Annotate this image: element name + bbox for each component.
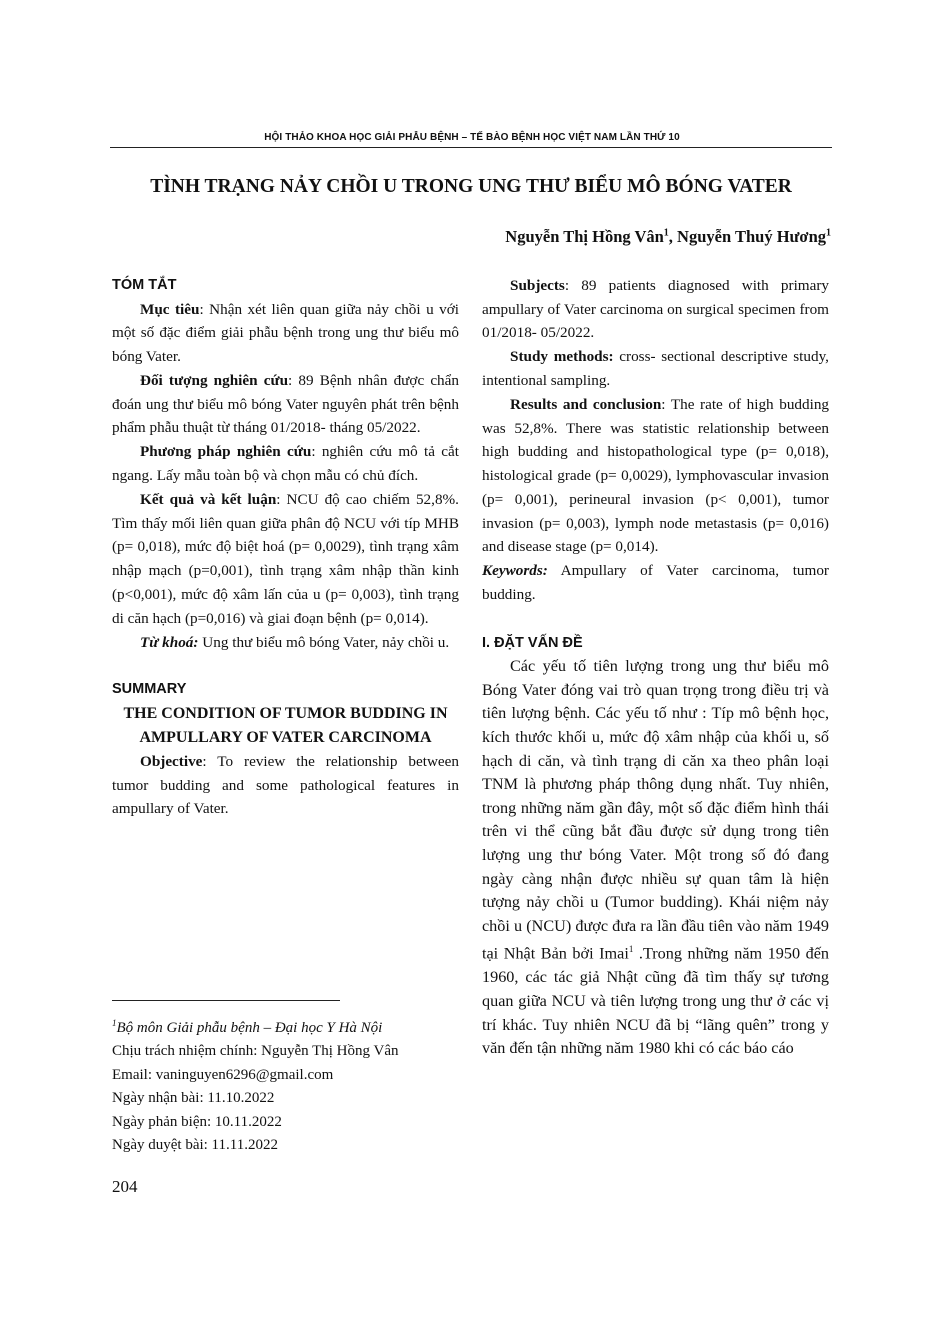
article-title: TÌNH TRẠNG NẢY CHỒI U TRONG UNG THƯ BIỂU MÔ BÓNG VATER (150, 176, 792, 197)
abstract-subjects (112, 369, 459, 440)
footnote-reviewed: Ngày phản biện: 10.11.2022 (112, 1113, 282, 1130)
objective-label: Objective (140, 752, 203, 770)
summary-heading: SUMMARY (112, 681, 187, 698)
author-affiliation-mark: 1 (826, 227, 831, 239)
methods-label: Study methods: (510, 348, 614, 366)
footnote-responsible: Chịu trách nhiệm chính: Nguyễn Thị Hồng Vân (112, 1043, 399, 1060)
footnote-accepted: Ngày duyệt bài: 11.11.2022 (112, 1137, 278, 1154)
left-column (112, 274, 459, 821)
introduction-text: Các yếu tố tiên lượng trong ung thư biểu mô Bóng Vater đóng vai trò quan trọng trong điều trị và tiên lượng bệnh. Các yếu tố như : Típ mô bệnh học, kích thước khối u, mức độ xâm nhập của khối u, số hạch di căn, và tình trạng di căn xa theo phân loại TNM là phương pháp thông dụng nhất. Tuy nhiên, trong những năm gần đây, một số đặc điểm hình thái trên vi thể cũng bắt đầu được sử dụng trong tiên lượng ung thư bóng Vater. Một trong số đó đang ngày càng nhận được nhiều sự quan tâm là hiện tượng nảy chồi u (Tumor budding). Khái niệm nảy chồi u (NCU) được đưa ra lần đầu tiên vào năm 1949 tại Nhật Bản bởi Imai (482, 657, 829, 963)
keywords-label: Từ khoá: (140, 633, 199, 651)
summary-results (482, 393, 829, 559)
author-name: Nguyễn Thị Hồng Vân (505, 227, 664, 246)
header-rule (110, 147, 832, 148)
methods-text: : nghiên cứu mô tả cắt ngang. Lấy mẫu toàn bộ và chọn mẫu có chủ đích. (112, 443, 459, 485)
introduction-heading: I. ĐẶT VẤN ĐỀ (482, 634, 583, 651)
reference-mark: 1 (628, 944, 634, 955)
results-label: Results and conclusion (510, 396, 662, 414)
running-head: HỘI THẢO KHOA HỌC GIẢI PHẪU BỆNH – TẾ BÀO BỆNH HỌC VIỆT NAM LẦN THỨ 10 (264, 132, 680, 143)
introduction-body (482, 655, 829, 1060)
page-number: 204 (112, 1177, 138, 1196)
subjects-text: : 89 Bệnh nhân được chẩn đoán ung thư biểu mô bóng Vater nguyên phát trên bệnh phẩm phẫu thuật từ tháng 01/2018- tháng 05/2022. (112, 372, 459, 437)
english-title: THE CONDITION OF TUMOR BUDDING IN AMPULLARY OF VATER CARCINOMA (123, 704, 448, 746)
footnote-email: Email: vaninguyen6296@gmail.com (112, 1066, 334, 1083)
affiliation-text: Bộ môn Giải phẫu bệnh – Đại học Y Hà Nội (116, 1020, 383, 1036)
keywords-label: Keywords: (482, 562, 548, 580)
methods-label: Phương pháp nghiên cứu (140, 443, 312, 461)
summary-methods (482, 345, 829, 392)
results-label: Kết quả và kết luận (140, 491, 277, 509)
objective-label: Mục tiêu (140, 300, 200, 318)
keywords-text: Ampullary of Vater carcinoma, tumor budding. (482, 562, 829, 603)
footnote-affiliation (112, 1012, 472, 1040)
methods-text: cross- sectional descriptive study, intentional sampling. (482, 348, 829, 390)
subjects-label: Đối tượng nghiên cứu (140, 372, 289, 390)
author-name: Nguyễn Thuý Hương (677, 227, 826, 246)
results-text: : NCU độ cao chiếm 52,8%. Tìm thấy mối liên quan giữa phân độ NCU với típ MHB (p= 0,018), mức độ biệt hoá (p= 0,0029), tình trạng xâm nhập mạch (p=0,001), tình trạng xâm nhập thần kinh (p<0,001), mức độ xâm lấn của u (p= 0,003), tình trạng di căn hạch (p=0,016) và giai đoạn bệnh (p= 0,014). (112, 491, 459, 627)
abstract-objective (112, 298, 459, 369)
author-separator: , (668, 227, 678, 246)
footnote-received: Ngày nhận bài: 11.10.2022 (112, 1090, 275, 1107)
results-text: : The rate of high budding was 52,8%. There was statistic relationship between high budding and histopathological type (p= 0,018), histological grade (p= 0,0029), lymphovascular invasion (p= 0,001), perineural invasion (p< 0,001), tumor invasion (p= 0,003), lymph node metastasis (p= 0,016) and disease stage (p= 0,014). (482, 396, 830, 556)
abstract-results (112, 488, 459, 630)
keywords-text: Ung thư biểu mô bóng Vater, nảy chồi u. (198, 633, 450, 651)
footnotes (112, 1012, 472, 1157)
summary-keywords (482, 559, 829, 606)
abstract-heading: TÓM TẮT (112, 277, 177, 293)
affiliation-mark: 1 (112, 1018, 117, 1028)
abstract-methods (112, 440, 459, 487)
footnote-rule (112, 1000, 340, 1001)
author-affiliation-mark: 1 (663, 227, 669, 239)
objective-text: : Nhận xét liên quan giữa nảy chồi u với một số đặc điểm giải phẫu bệnh trong ung thư biểu mô bóng Vater. (112, 300, 459, 366)
author-line (505, 227, 831, 247)
summary-subjects (482, 274, 829, 345)
summary-objective (112, 750, 459, 821)
subjects-text: : 89 patients diagnosed with primary ampullary of Vater carcinoma on surgical specimen from 01/2018- 05/2022. (482, 277, 829, 342)
objective-text: : To review the relationship between tumor budding and some pathological features in ampullary of Vater. (112, 752, 459, 818)
abstract-keywords (112, 631, 459, 655)
right-column (482, 274, 829, 1061)
subjects-label: Subjects (510, 277, 565, 294)
introduction-text-continued: .Trong những năm 1950 đến 1960, các tác giả Nhật cũng đã tìm thấy sự tương quan giữa NCU và tiên lượng trong ung thư ở các vị trí khác. Tuy nhiên NCU đã bị “lãng quên” trong y văn đến tận những năm 1980 khi có các báo cáo (482, 944, 829, 1058)
introduction-paragraph (482, 655, 829, 1060)
